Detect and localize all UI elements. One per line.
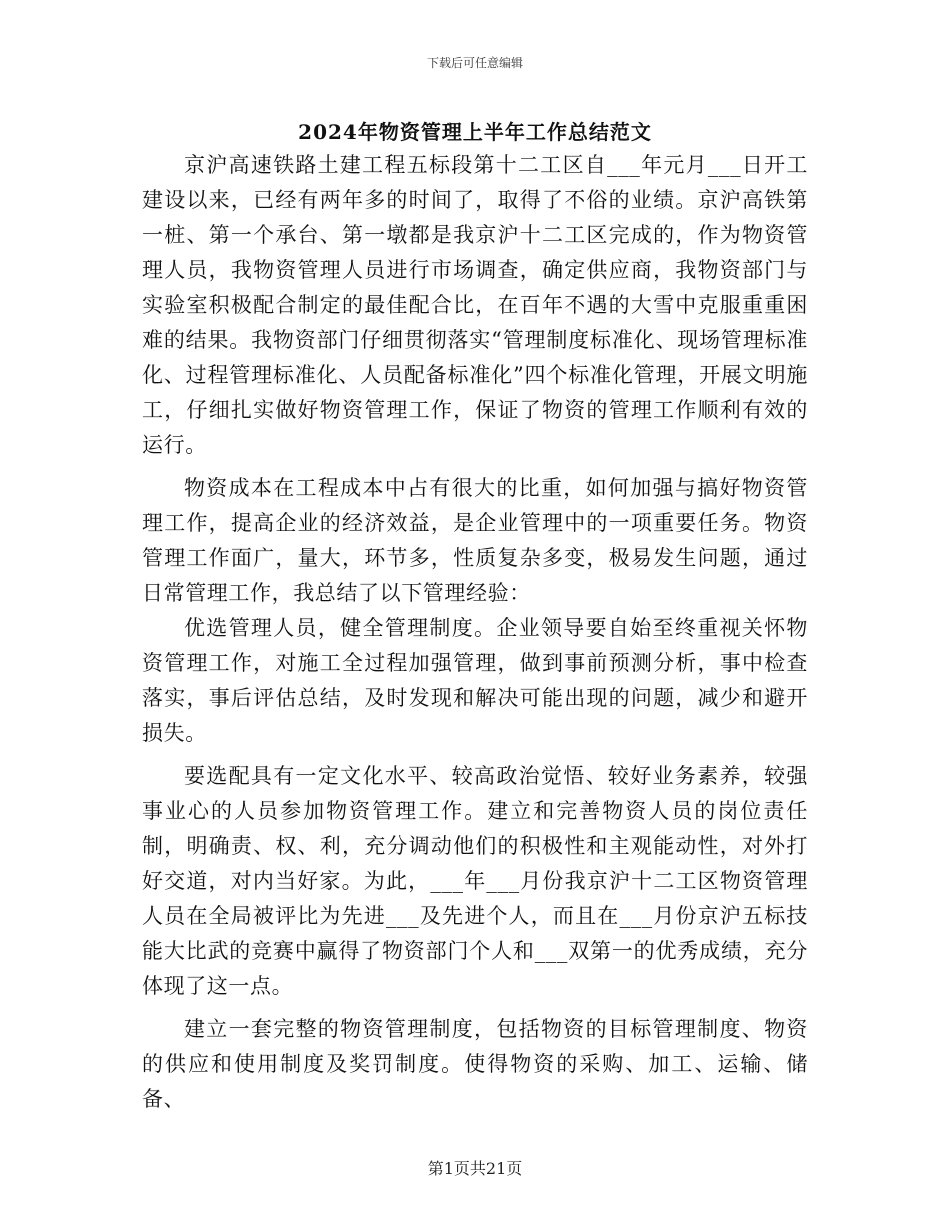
page-number-footer: 第1页共21页 bbox=[427, 1159, 523, 1178]
paragraph-1: 京沪高速铁路土建工程五标段第十二工区自___年元月___日开工建设以来，已经有两年多的时间了，取得了不俗的业绩。京沪高铁第一桩、第一个承台、第一墩都是我京沪十二工区完成的，作为物资管理人员，我物资管理人员进行市场调查，确定供应商，我物资部门与实验室积极配合制定的最佳配合比，在百年不遇的大雪中克服重重困难的结果。我物资部门仔细贯彻落实“管理制度标准化、现场管理标准化、过程管理标准化、人员配备标准化”四个标准化管理，开展文明施工，仔细扎实做好物资管理工作，保证了物资的管理工作顺利有效的运行。 bbox=[142, 153, 808, 457]
paragraph-4: 要选配具有一定文化水平、较高政治觉悟、较好业务素养，较强事业心的人员参加物资管理工作。建立和完善物资人员的岗位责任制，明确责、权、利，充分调动他们的积极性和主观能动性，对外打好交道，对内当好家。为此，___年___月份我京沪十二工区物资管理人员在全局被评比为先进___及先进个人，而且在___月份京沪五标技能大比武的竞赛中赢得了物资部门个人和___双第一的优秀成绩，充分体现了这一点。 bbox=[142, 764, 808, 998]
paragraph-3: 优选管理人员，健全管理制度。企业领导要自始至终重视关怀物资管理工作，对施工全过程加强管理，做到事前预测分析，事中检查落实，事后评估总结，及时发现和解决可能出现的问题，减少和避开损失。 bbox=[142, 616, 808, 745]
document-title: 2024年物资管理上半年工作总结范文 bbox=[298, 120, 652, 144]
paragraph-5: 建立一套完整的物资管理制度，包括物资的目标管理制度、物资的供应和使用制度及奖罚制度。使得物资的采购、加工、运输、储备、 bbox=[142, 1017, 808, 1111]
document-body bbox=[142, 148, 808, 1117]
header-note: 下载后可任意编辑 bbox=[426, 56, 523, 70]
paragraph-2: 物资成本在工程成本中占有很大的比重，如何加强与搞好物资管理工作，提高企业的经济效益，是企业管理中的一项重要任务。物资管理工作面广，量大，环节多，性质复杂多变，极易发生问题，通过日常管理工作，我总结了以下管理经验： bbox=[142, 476, 808, 605]
